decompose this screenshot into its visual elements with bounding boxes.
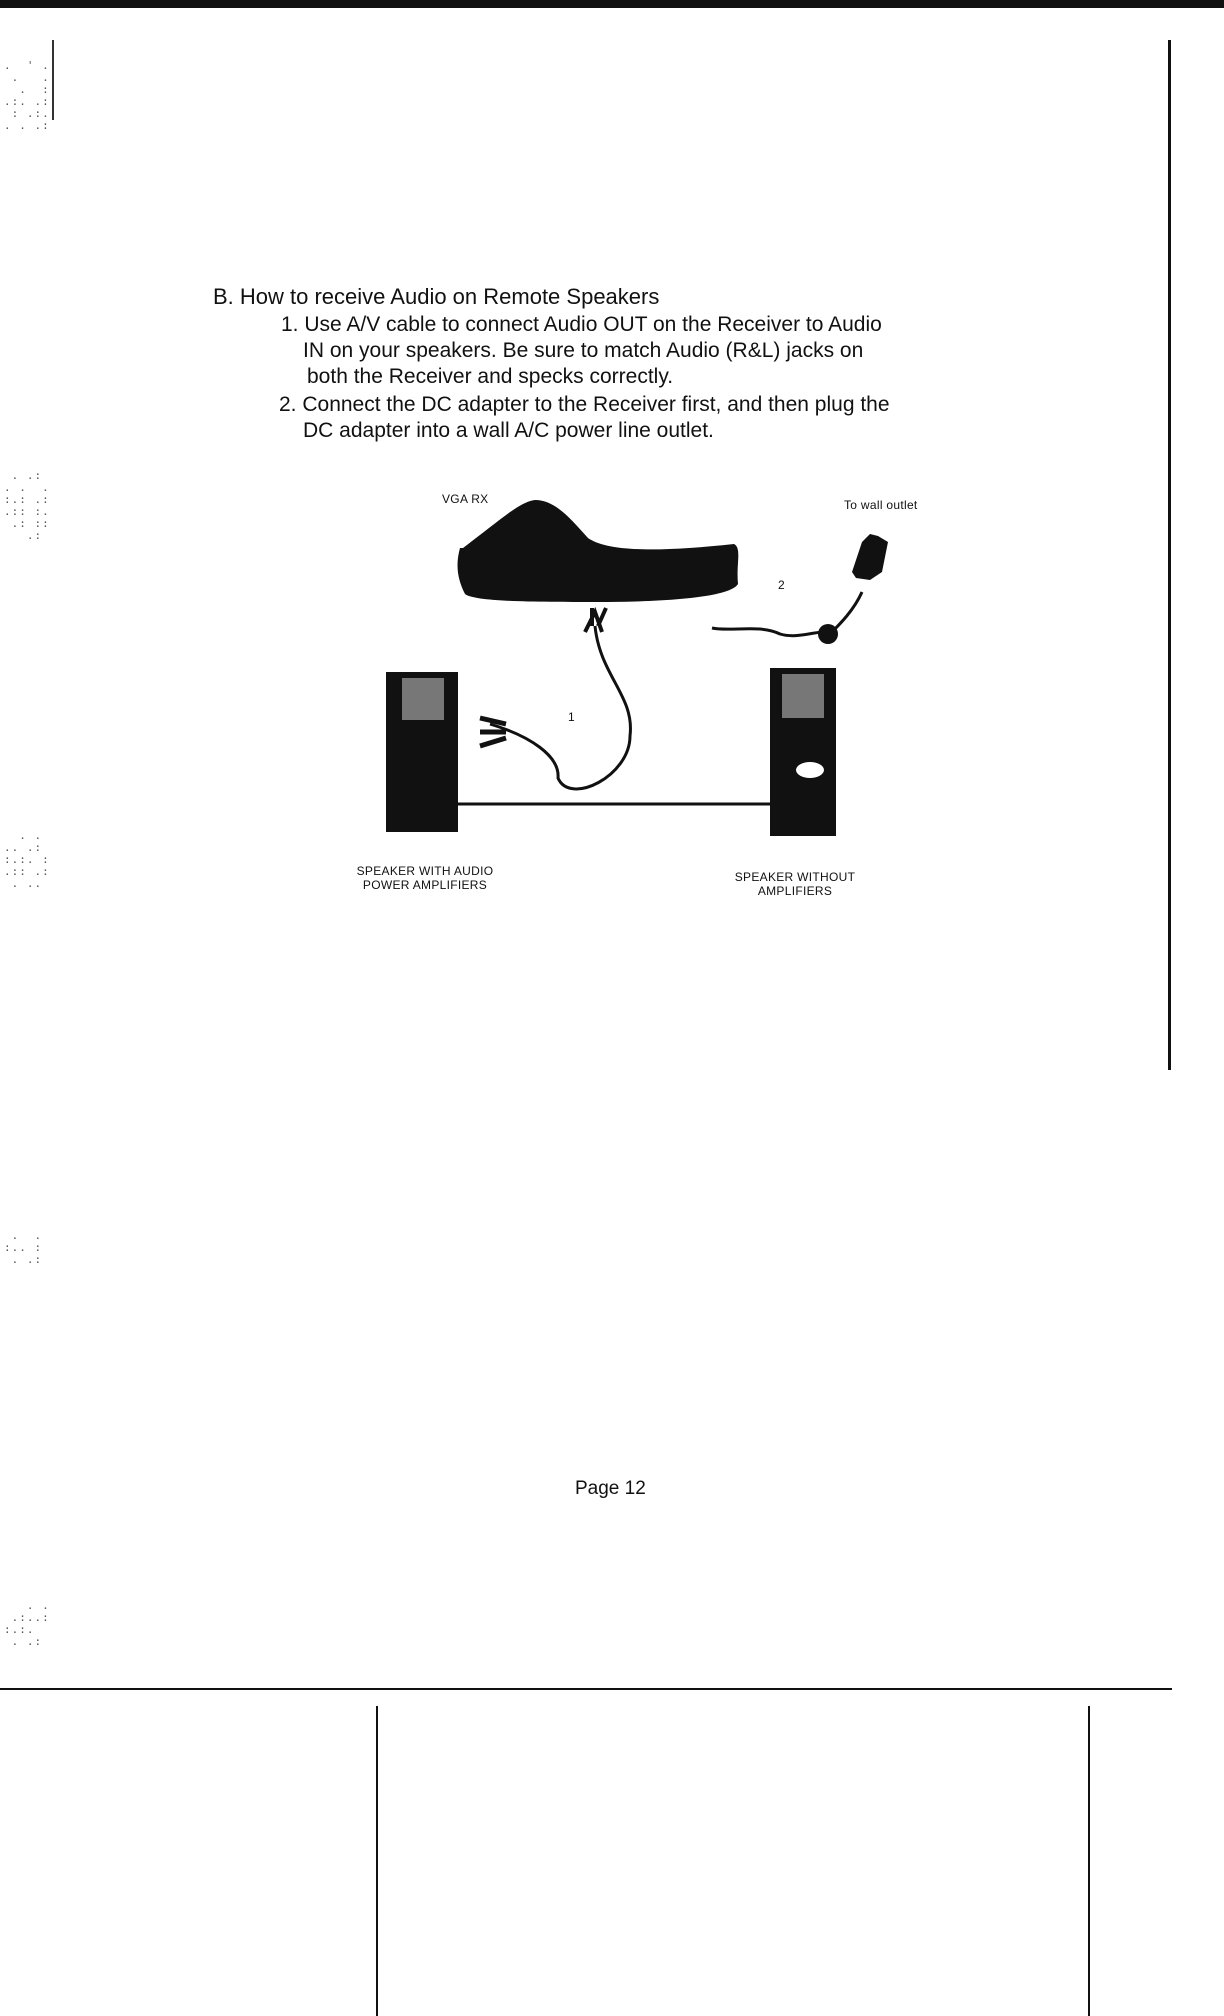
speaker-right-port	[796, 762, 824, 778]
outlet-label: To wall outlet	[844, 498, 918, 512]
page-divider	[0, 1688, 1172, 1690]
scan-noise: . . .:..: :.:. . .:	[4, 1599, 50, 1648]
speaker-left-label	[340, 864, 510, 892]
speaker-right-label-line-2: AMPLIFIERS	[757, 884, 833, 898]
scan-noise: . ' . . . . : .:. .: : .:. . . .:	[4, 59, 50, 132]
av-plug-left	[480, 718, 506, 746]
receiver-body	[458, 500, 739, 602]
scan-right-edge	[1168, 40, 1171, 1070]
scan-noise: . .: . . . :.: .: .:: :. .: :: .:	[4, 469, 50, 542]
section-heading: B. How to receive Audio on Remote Speakers	[213, 284, 660, 309]
dc-adapter-cable	[712, 592, 862, 636]
av-cable	[490, 626, 630, 789]
scan-noise: . . :.. : . .:	[4, 1229, 43, 1266]
lower-frame-right	[1088, 1706, 1090, 2016]
scan-left-mark	[52, 40, 54, 120]
dc-adapter	[852, 534, 888, 580]
scan-noise: . . .. .: :.:. : .:: .: . ..	[4, 829, 50, 890]
dc-plug-knot	[818, 624, 838, 644]
speaker-right-top	[782, 674, 824, 718]
lower-frame-left	[376, 1706, 378, 2016]
step-2-line-1: 2. Connect the DC adapter to the Receiver first, and then plug the	[279, 393, 890, 416]
step-2-line-2: DC adapter into a wall A/C power line outlet.	[303, 419, 714, 442]
step-1-line-3: both the Receiver and specks correctly.	[307, 365, 674, 388]
step-1-line-1: 1. Use A/V cable to connect Audio OUT on the Receiver to Audio	[281, 313, 882, 336]
speaker-left-top	[402, 678, 444, 720]
receiver-label: VGA RX	[442, 492, 489, 506]
speaker-right-label	[720, 870, 870, 898]
step-1-line-2: IN on your speakers. Be sure to match Audio (R&L) jacks on	[303, 339, 864, 362]
speaker-left-label-line-1: SPEAKER WITH AUDIO	[356, 864, 494, 878]
cable-number: 1	[568, 710, 575, 724]
speaker-left-label-line-2: POWER AMPLIFIERS	[362, 878, 488, 892]
connection-diagram	[330, 476, 950, 856]
page-number: Page 12	[575, 1478, 646, 1499]
scan-top-border	[0, 0, 1224, 8]
adapter-number: 2	[778, 578, 785, 592]
speaker-right-label-line-1: SPEAKER WITHOUT	[734, 870, 856, 884]
